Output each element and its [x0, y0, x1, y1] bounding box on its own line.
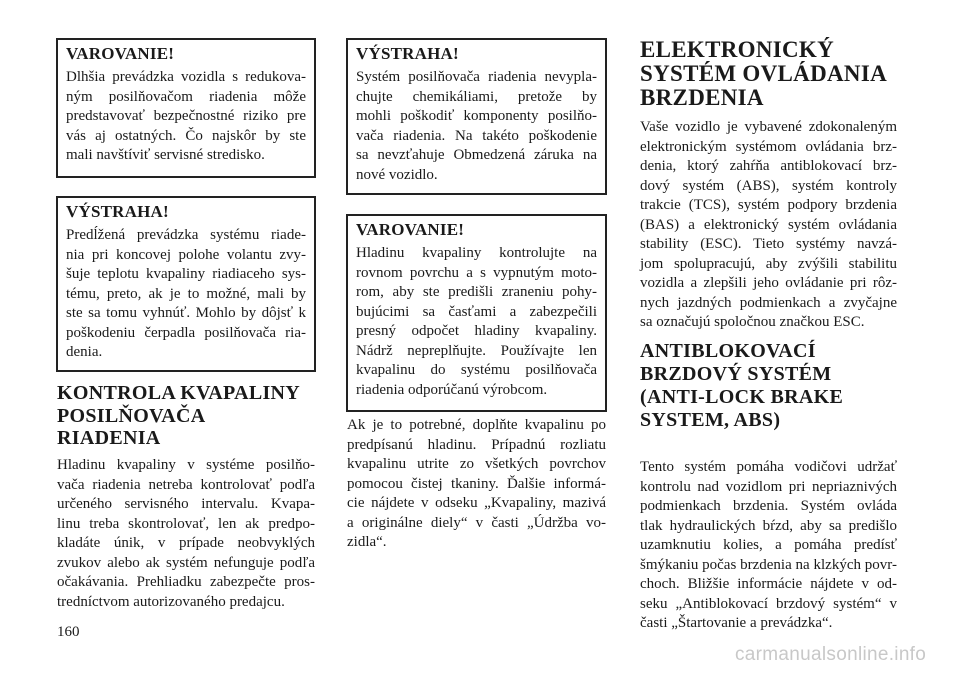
- box-title: VÝSTRAHA!: [356, 44, 459, 63]
- box-text: [356, 244, 597, 400]
- text-line: šuje teplotu kvapaliny riadiaceho sys-: [66, 266, 306, 282]
- section-heading-kontrola: [57, 382, 300, 450]
- text-line: Hladinu kvapaliny kontrolujte na: [356, 245, 597, 261]
- text-line: očakávania. Prehliadku zabezpečte pros-: [57, 574, 315, 590]
- section-body-abs: [640, 458, 897, 634]
- heading-line: POSILŇOVAČA: [57, 404, 206, 427]
- text-line: ste sa tomu vyhnúť. Mohlo by dôjsť k: [66, 305, 306, 321]
- text-line: šmýkaniu počas brzdenia na klzkých povr-: [640, 556, 897, 573]
- text-line: vača riadenia. Na takéto poškodenie: [356, 127, 597, 144]
- text-line: elektronickým systémom ovládania brz-: [640, 138, 897, 155]
- box-title: VAROVANIE!: [356, 220, 465, 239]
- text-line: uzamknutiu kolies, a pomáha predísť: [640, 537, 897, 553]
- fluid-refill-text: [347, 416, 606, 553]
- text-line: riadenia odporúčanú výrobcom.: [356, 381, 548, 398]
- heading-line: ANTIBLOKOVACÍ: [640, 340, 816, 362]
- text-line: sa nevzťahuje Obmedzená záruka na: [356, 147, 597, 163]
- text-line: kladáte únik, v prípade neobvyklých: [57, 535, 315, 551]
- text-line: seku „Antiblokovací brzdový systém“ v: [640, 595, 897, 612]
- warning-box-varovanie-1: [56, 38, 316, 178]
- text-line: a originálne diely“ v časti „Údržba vo-: [347, 514, 606, 531]
- warning-box-varovanie-2: [346, 214, 607, 412]
- text-line: Systém posilňovača riadenia nevypla-: [356, 69, 597, 85]
- heading-line: SYSTÉM OVLÁDANIA: [640, 61, 887, 86]
- text-line: podmienkach brzdenia. Systém ovláda: [640, 498, 897, 514]
- text-line: sa označujú spoločnou značkou ESC.: [640, 314, 865, 330]
- heading-line: KONTROLA KVAPALINY: [57, 382, 301, 404]
- text-line: nia pri koncovej polohe volantu zvy-: [66, 246, 306, 263]
- text-line: časti „Štartovanie a prevádzka“.: [640, 615, 833, 631]
- text-line: tredníctvom autorizovaného predajcu.: [57, 593, 285, 610]
- text-line: rovnom povrchu a s vypnutým moto-: [356, 264, 597, 281]
- text-line: trakcie (TCS), systém podpory brzdenia: [640, 197, 897, 213]
- watermark: carmanualsonline.info: [735, 644, 927, 665]
- text-line: Predĺžená prevádzka systému riade-: [66, 227, 306, 243]
- heading-line: BRZDENIA: [640, 85, 764, 110]
- text-line: Nádrž nepreplňujte. Používajte len: [356, 342, 597, 359]
- box-title: VÝSTRAHA!: [66, 202, 169, 221]
- text-line: zidla“.: [347, 534, 387, 550]
- text-line: predpísanú hladinu. Prípadnú rozliatu: [347, 436, 606, 453]
- text-line: nové vozidlo.: [356, 166, 438, 183]
- text-line: určeného servisného intervalu. Kvapa-: [57, 496, 315, 512]
- text-line: stability (ESC). Tieto systémy navzá-: [640, 236, 897, 252]
- section-heading-esc: [640, 38, 887, 110]
- text-line: choch. Bližšie informácie nájdete v od-: [640, 576, 897, 592]
- text-line: Dlhšia prevádzka vozidla s redukova-: [66, 69, 306, 85]
- warning-box-vystraha-2: [346, 38, 607, 195]
- section-heading-abs: [640, 340, 843, 432]
- box-title: VAROVANIE!: [66, 44, 175, 63]
- text-line: pomocou čistej tkaniny. Ďalšie informá-: [347, 475, 606, 492]
- text-line: poškodeniu čerpadla posilňovača ria-: [66, 324, 306, 341]
- text-line: kvapalinu utrite zo všetkých povrchov: [347, 456, 606, 472]
- text-line: zvukov alebo ak systém nefunguje podľa: [57, 554, 315, 571]
- text-line: jom spolupracujú, aby zvýšili stabilitu: [640, 255, 897, 272]
- text-line: Vaše vozidlo je vybavené zdokonaleným: [640, 119, 897, 135]
- text-line: dový systém (ABS), systém kontroly: [640, 177, 897, 194]
- page-number: 160: [57, 624, 80, 640]
- text-line: nych jazdných podmienkach a zvyčajne: [640, 294, 897, 311]
- text-line: vozidla a zlepšili jeho ovládanie pri rôz-: [640, 275, 897, 291]
- text-line: mali navštíviť servisné stredisko.: [66, 147, 265, 163]
- text-line: bujúcimi sa časťami a zabezpečili: [356, 303, 597, 320]
- text-line: vača riadenia netreba kontrolovať podľa: [57, 476, 315, 493]
- text-line: mohli poškodiť komponenty posilňo-: [356, 108, 597, 124]
- text-line: tlak hydraulických bŕzd, aby sa predišlo: [640, 517, 897, 534]
- section-body-esc: [640, 118, 897, 333]
- heading-line: ELEKTRONICKÝ: [640, 37, 835, 62]
- text-line: chujte chemikáliami, pretože by: [356, 88, 597, 105]
- text-line: kontrolu nad vozidlom pri nepriaznivých: [640, 478, 897, 495]
- warning-box-vystraha-1: [56, 196, 316, 372]
- heading-line: BRZDOVÝ SYSTÉM: [640, 363, 832, 385]
- box-text: [66, 226, 306, 363]
- box-text: [66, 68, 306, 166]
- text-line: linu treba skontrolovať, len ak predpo-: [57, 515, 315, 532]
- text-line: kvapalinu do systému posilňovača: [356, 362, 597, 378]
- heading-line: RIADENIA: [57, 427, 161, 449]
- heading-line: SYSTEM, ABS): [640, 409, 781, 431]
- text-line: Hladinu kvapaliny v systéme posilňo-: [57, 457, 315, 473]
- text-line: vás aj ostatných. Čo najskôr by ste: [66, 127, 306, 144]
- text-line: tému, preto, ak je to možné, mali by: [66, 285, 306, 302]
- text-line: denia.: [66, 344, 103, 360]
- text-line: predstavovať bezpečnostné riziko pre: [66, 108, 306, 124]
- section-body-kontrola: [57, 456, 315, 612]
- text-line: rom, aby ste predišli zraneniu pohy-: [356, 284, 597, 300]
- text-line: (BAS) a elektronický systém ovládania: [640, 216, 897, 233]
- heading-line: (ANTI-LOCK BRAKE: [640, 386, 844, 408]
- box-text: [356, 68, 597, 185]
- text-line: Ak je to potrebné, doplňte kvapalinu po: [347, 417, 606, 433]
- text-line: Tento systém pomáha vodičovi udržať: [640, 459, 897, 475]
- text-line: denia, ktorý zahŕňa antiblokovací brz-: [640, 158, 897, 174]
- text-line: cie nájdete v odseku „Kvapaliny, mazivá: [347, 495, 606, 511]
- text-line: presný odpočet hladiny kvapaliny.: [356, 323, 597, 339]
- text-line: ným posilňovačom riadenia môže: [66, 88, 306, 105]
